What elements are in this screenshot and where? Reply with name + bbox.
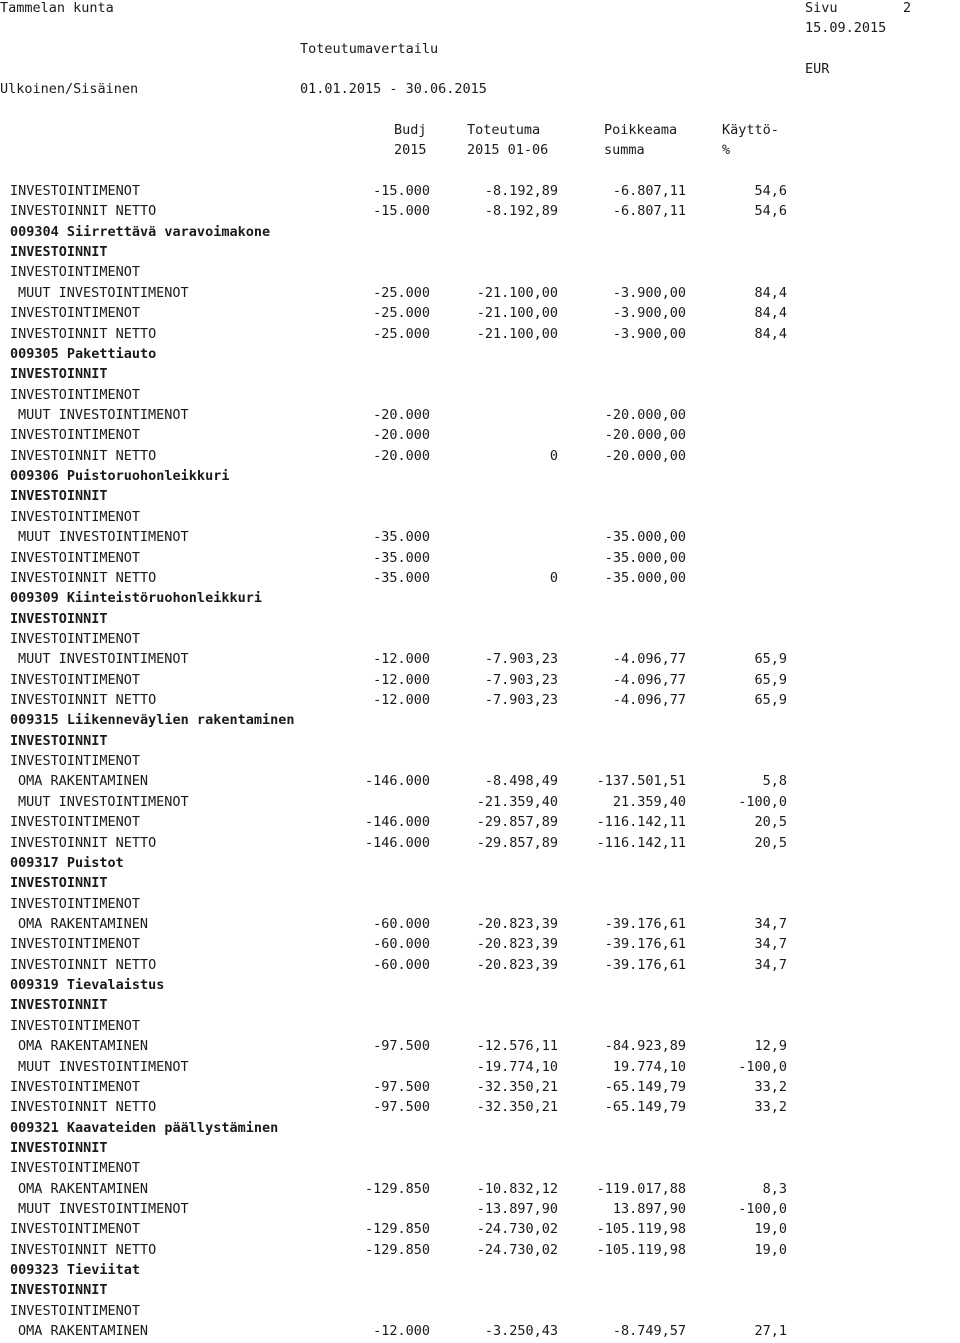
budj-value: -20.000 bbox=[373, 407, 430, 423]
budj-value: -97.500 bbox=[373, 1078, 430, 1095]
toteutuma-value: -20.823,39 bbox=[476, 956, 558, 973]
kaytto-value: 34,7 bbox=[754, 956, 787, 973]
toteutuma-value: -13.897,90 bbox=[476, 1201, 558, 1217]
table-row bbox=[0, 1282, 960, 1302]
table-row bbox=[0, 1303, 960, 1323]
toteutuma-value: -24.730,02 bbox=[476, 1241, 558, 1258]
kaytto-value: 20,5 bbox=[754, 814, 787, 831]
row-label: MUUT INVESTOINTIMENOT bbox=[18, 529, 189, 546]
row-label: INVESTOINTIMENOT bbox=[10, 508, 141, 525]
toteutuma-value: -21.359,40 bbox=[476, 793, 558, 810]
row-label: INVESTOINNIT bbox=[10, 488, 108, 505]
poikkeama-value: -105.119,98 bbox=[596, 1221, 686, 1238]
row-label: INVESTOINNIT bbox=[10, 1282, 108, 1299]
toteutuma-value: -8.192,89 bbox=[484, 203, 558, 220]
table-row bbox=[0, 916, 960, 936]
row-label: 009315 Liikenneväylien rakentaminen bbox=[10, 712, 295, 729]
table-row bbox=[0, 651, 960, 671]
poikkeama-value: -20.000,00 bbox=[604, 427, 686, 444]
table-row bbox=[0, 977, 960, 997]
kaytto-value: 34,7 bbox=[754, 916, 787, 932]
poikkeama-value: -84.923,89 bbox=[604, 1038, 686, 1055]
row-label: INVESTOINNIT NETTO bbox=[10, 834, 157, 851]
poikkeama-value: 19.774,10 bbox=[612, 1058, 686, 1075]
table-row bbox=[0, 550, 960, 570]
kaytto-value: 5,8 bbox=[762, 773, 787, 790]
table-row bbox=[0, 1079, 960, 1099]
row-label: OMA RAKENTAMINEN bbox=[18, 1323, 149, 1340]
table-row bbox=[0, 1242, 960, 1262]
page-label: Sivu bbox=[805, 0, 838, 16]
kaytto-value: 84,4 bbox=[754, 305, 787, 322]
col-budj-header-1: Budj bbox=[394, 122, 427, 138]
budj-value: -146.000 bbox=[364, 834, 430, 851]
table-row bbox=[0, 407, 960, 427]
col-toteutuma-header-2: 2015 01-06 bbox=[467, 142, 549, 158]
table-row bbox=[0, 326, 960, 346]
kaytto-value: 65,9 bbox=[754, 651, 787, 668]
toteutuma-value: -24.730,02 bbox=[476, 1221, 558, 1238]
table-row bbox=[0, 1038, 960, 1058]
row-label: INVESTOINNIT bbox=[10, 875, 108, 892]
table-row bbox=[0, 264, 960, 284]
row-label: INVESTOINNIT NETTO bbox=[10, 692, 157, 708]
table-row bbox=[0, 1201, 960, 1221]
table-row bbox=[0, 183, 960, 203]
col-budj-header-2: 2015 bbox=[394, 142, 427, 158]
poikkeama-value: -8.749,57 bbox=[612, 1323, 686, 1340]
toteutuma-value: -7.903,23 bbox=[484, 671, 558, 688]
col-kaytto-header-2: % bbox=[722, 142, 731, 158]
poikkeama-value: -3.900,00 bbox=[612, 284, 686, 301]
table-row bbox=[0, 692, 960, 712]
poikkeama-value: -6.807,11 bbox=[612, 203, 686, 220]
kaytto-value: -100,0 bbox=[738, 793, 787, 810]
table-row bbox=[0, 305, 960, 325]
row-label: MUUT INVESTOINTIMENOT bbox=[18, 407, 189, 423]
budj-value: -35.000 bbox=[373, 529, 430, 546]
kaytto-value: 27,1 bbox=[754, 1323, 787, 1340]
scope: Ulkoinen/Sisäinen bbox=[0, 81, 139, 97]
table-row bbox=[0, 346, 960, 366]
table-row bbox=[0, 1262, 960, 1282]
row-label: INVESTOINNIT NETTO bbox=[10, 1099, 157, 1116]
poikkeama-value: -35.000,00 bbox=[604, 529, 686, 546]
poikkeama-value: -20.000,00 bbox=[604, 447, 686, 464]
row-label: INVESTOINNIT bbox=[10, 244, 108, 261]
budj-value: -20.000 bbox=[373, 447, 430, 464]
table-row bbox=[0, 1099, 960, 1119]
toteutuma-value: -32.350,21 bbox=[476, 1099, 558, 1116]
row-label: OMA RAKENTAMINEN bbox=[18, 1180, 149, 1197]
row-label: 009323 Tieviitat bbox=[10, 1262, 141, 1279]
row-label: INVESTOINTIMENOT bbox=[10, 1302, 141, 1319]
page-number: 2 bbox=[903, 0, 912, 16]
kaytto-value: 8,3 bbox=[762, 1180, 787, 1197]
poikkeama-value: -6.807,11 bbox=[612, 183, 686, 199]
poikkeama-value: -20.000,00 bbox=[604, 407, 686, 423]
row-label: OMA RAKENTAMINEN bbox=[18, 773, 149, 790]
report-date: 15.09.2015 bbox=[805, 20, 887, 36]
toteutuma-value: -19.774,10 bbox=[476, 1058, 558, 1075]
kaytto-value: 19,0 bbox=[754, 1241, 787, 1258]
poikkeama-value: -39.176,61 bbox=[604, 936, 686, 953]
row-label: 009317 Puistot bbox=[10, 854, 124, 871]
budj-value: -35.000 bbox=[373, 569, 430, 586]
kaytto-value: 33,2 bbox=[754, 1078, 787, 1095]
poikkeama-value: 13.897,90 bbox=[612, 1201, 686, 1217]
budj-value: -60.000 bbox=[373, 936, 430, 953]
toteutuma-value: -20.823,39 bbox=[476, 916, 558, 932]
table-row bbox=[0, 1018, 960, 1038]
row-label: MUUT INVESTOINTIMENOT bbox=[18, 1058, 189, 1075]
poikkeama-value: -35.000,00 bbox=[604, 569, 686, 586]
table-row bbox=[0, 611, 960, 631]
table-row bbox=[0, 590, 960, 610]
table-row bbox=[0, 814, 960, 834]
toteutuma-value: -21.100,00 bbox=[476, 284, 558, 301]
table-row bbox=[0, 773, 960, 793]
toteutuma-value: 0 bbox=[549, 569, 558, 586]
row-label: INVESTOINTIMENOT bbox=[10, 895, 141, 912]
table-row bbox=[0, 855, 960, 875]
poikkeama-value: -4.096,77 bbox=[612, 651, 686, 668]
col-toteutuma-header-1: Toteutuma bbox=[467, 122, 541, 138]
budj-value: -12.000 bbox=[373, 671, 430, 688]
row-label: INVESTOINTIMENOT bbox=[10, 1078, 141, 1095]
table-row bbox=[0, 203, 960, 223]
budj-value: -129.850 bbox=[364, 1241, 430, 1258]
row-label: INVESTOINTIMENOT bbox=[10, 264, 141, 281]
table-row bbox=[0, 1181, 960, 1201]
budj-value: -12.000 bbox=[373, 1323, 430, 1340]
row-label: INVESTOINTIMENOT bbox=[10, 305, 141, 322]
toteutuma-value: -20.823,39 bbox=[476, 936, 558, 953]
table-row bbox=[0, 1059, 960, 1079]
table-row bbox=[0, 285, 960, 305]
kaytto-value: 33,2 bbox=[754, 1099, 787, 1116]
row-label: INVESTOINNIT bbox=[10, 610, 108, 627]
poikkeama-value: -3.900,00 bbox=[612, 305, 686, 322]
budj-value: -12.000 bbox=[373, 651, 430, 668]
toteutuma-value: -8.498,49 bbox=[484, 773, 558, 790]
kaytto-value: 20,5 bbox=[754, 834, 787, 851]
toteutuma-value: -10.832,12 bbox=[476, 1180, 558, 1197]
kaytto-value: 54,6 bbox=[754, 183, 787, 199]
currency: EUR bbox=[805, 61, 830, 77]
toteutuma-value: -8.192,89 bbox=[484, 183, 558, 199]
row-label: OMA RAKENTAMINEN bbox=[18, 1038, 149, 1055]
row-label: 009306 Puistoruohonleikkuri bbox=[10, 468, 230, 484]
budj-value: -15.000 bbox=[373, 183, 430, 199]
budj-value: -129.850 bbox=[364, 1221, 430, 1238]
table-row bbox=[0, 733, 960, 753]
row-label: INVESTOINNIT bbox=[10, 366, 108, 383]
budj-value: -12.000 bbox=[373, 692, 430, 708]
table-row bbox=[0, 712, 960, 732]
table-row bbox=[0, 753, 960, 773]
kaytto-value: 54,6 bbox=[754, 203, 787, 220]
row-label: MUUT INVESTOINTIMENOT bbox=[18, 651, 189, 668]
kaytto-value: -100,0 bbox=[738, 1201, 787, 1217]
budj-value: -97.500 bbox=[373, 1038, 430, 1055]
kaytto-value: 34,7 bbox=[754, 936, 787, 953]
kaytto-value: 65,9 bbox=[754, 692, 787, 708]
toteutuma-value: -7.903,23 bbox=[484, 651, 558, 668]
kaytto-value: 84,4 bbox=[754, 284, 787, 301]
row-label: INVESTOINTIMENOT bbox=[10, 183, 141, 199]
row-label: 009305 Pakettiauto bbox=[10, 345, 157, 362]
kaytto-value: 12,9 bbox=[754, 1038, 787, 1055]
budj-value: -60.000 bbox=[373, 916, 430, 932]
report-title: Toteutumavertailu bbox=[300, 41, 439, 57]
table-row bbox=[0, 631, 960, 651]
toteutuma-value: -7.903,23 bbox=[484, 692, 558, 708]
row-label: INVESTOINTIMENOT bbox=[10, 1017, 141, 1034]
table-row bbox=[0, 448, 960, 468]
table-row bbox=[0, 1323, 960, 1343]
toteutuma-value: 0 bbox=[549, 447, 558, 464]
poikkeama-value: -65.149,79 bbox=[604, 1099, 686, 1116]
row-label: INVESTOINTIMENOT bbox=[10, 814, 141, 831]
kaytto-value: 84,4 bbox=[754, 325, 787, 342]
row-label: 009309 Kiinteistöruohonleikkuri bbox=[10, 590, 262, 607]
table-row bbox=[0, 570, 960, 590]
table-row bbox=[0, 936, 960, 956]
row-label: INVESTOINNIT NETTO bbox=[10, 569, 157, 586]
row-label: INVESTOINTIMENOT bbox=[10, 1221, 141, 1238]
toteutuma-value: -3.250,43 bbox=[484, 1323, 558, 1340]
table-row bbox=[0, 1160, 960, 1180]
row-label: INVESTOINNIT bbox=[10, 732, 108, 749]
budj-value: -60.000 bbox=[373, 956, 430, 973]
toteutuma-value: -21.100,00 bbox=[476, 305, 558, 322]
budj-value: -25.000 bbox=[373, 305, 430, 322]
kaytto-value: 19,0 bbox=[754, 1221, 787, 1238]
budj-value: -15.000 bbox=[373, 203, 430, 220]
row-label: MUUT INVESTOINTIMENOT bbox=[18, 284, 189, 301]
table-row bbox=[0, 366, 960, 386]
budj-value: -146.000 bbox=[364, 814, 430, 831]
row-label: 009321 Kaavateiden päällystäminen bbox=[10, 1119, 279, 1136]
kaytto-value: 65,9 bbox=[754, 671, 787, 688]
budj-value: -97.500 bbox=[373, 1099, 430, 1116]
budj-value: -20.000 bbox=[373, 427, 430, 444]
toteutuma-value: -29.857,89 bbox=[476, 834, 558, 851]
toteutuma-value: -29.857,89 bbox=[476, 814, 558, 831]
row-label: MUUT INVESTOINTIMENOT bbox=[18, 1201, 189, 1217]
row-label: INVESTOINTIMENOT bbox=[10, 386, 141, 403]
toteutuma-value: -32.350,21 bbox=[476, 1078, 558, 1095]
poikkeama-value: -119.017,88 bbox=[596, 1180, 686, 1197]
poikkeama-value: -39.176,61 bbox=[604, 956, 686, 973]
row-label: INVESTOINTIMENOT bbox=[10, 753, 141, 770]
table-row bbox=[0, 244, 960, 264]
table-row bbox=[0, 875, 960, 895]
table-row bbox=[0, 1120, 960, 1140]
poikkeama-value: -39.176,61 bbox=[604, 916, 686, 932]
toteutuma-value: -12.576,11 bbox=[476, 1038, 558, 1055]
table-row bbox=[0, 488, 960, 508]
table-row bbox=[0, 529, 960, 549]
row-label: INVESTOINNIT NETTO bbox=[10, 203, 157, 220]
poikkeama-value: -137.501,51 bbox=[596, 773, 686, 790]
row-label: 009304 Siirrettävä varavoimakone bbox=[10, 223, 271, 240]
row-label: INVESTOINNIT bbox=[10, 997, 108, 1014]
row-label: INVESTOINNIT NETTO bbox=[10, 325, 157, 342]
row-label: INVESTOINNIT NETTO bbox=[10, 1241, 157, 1258]
budj-value: -35.000 bbox=[373, 549, 430, 566]
row-label: INVESTOINTIMENOT bbox=[10, 549, 141, 566]
row-label: INVESTOINNIT NETTO bbox=[10, 956, 157, 973]
table-row bbox=[0, 672, 960, 692]
table-row bbox=[0, 468, 960, 488]
poikkeama-value: -3.900,00 bbox=[612, 325, 686, 342]
poikkeama-value: 21.359,40 bbox=[612, 793, 686, 810]
col-kaytto-header-1: Käyttö- bbox=[722, 122, 779, 138]
row-label: INVESTOINTIMENOT bbox=[10, 1160, 141, 1177]
poikkeama-value: -105.119,98 bbox=[596, 1241, 686, 1258]
row-label: INVESTOINTIMENOT bbox=[10, 936, 141, 953]
table-row bbox=[0, 1140, 960, 1160]
table-row bbox=[0, 387, 960, 407]
row-label: 009319 Tievalaistus bbox=[10, 977, 165, 993]
row-label: INVESTOINTIMENOT bbox=[10, 427, 141, 444]
poikkeama-value: -4.096,77 bbox=[612, 671, 686, 688]
budj-value: -25.000 bbox=[373, 325, 430, 342]
table-row bbox=[0, 957, 960, 977]
poikkeama-value: -35.000,00 bbox=[604, 549, 686, 566]
report-period: 01.01.2015 - 30.06.2015 bbox=[300, 81, 487, 97]
row-label: OMA RAKENTAMINEN bbox=[18, 916, 149, 932]
table-row bbox=[0, 896, 960, 916]
org-name: Tammelan kunta bbox=[0, 0, 114, 16]
poikkeama-value: -4.096,77 bbox=[612, 692, 686, 708]
row-label: MUUT INVESTOINTIMENOT bbox=[18, 793, 189, 810]
poikkeama-value: -65.149,79 bbox=[604, 1078, 686, 1095]
table-row bbox=[0, 224, 960, 244]
col-poikkeama-header-1: Poikkeama bbox=[604, 122, 678, 138]
budj-value: -129.850 bbox=[364, 1180, 430, 1197]
poikkeama-value: -116.142,11 bbox=[596, 814, 686, 831]
col-poikkeama-header-2: summa bbox=[604, 142, 645, 158]
toteutuma-value: -21.100,00 bbox=[476, 325, 558, 342]
row-label: INVESTOINNIT NETTO bbox=[10, 447, 157, 464]
table-row bbox=[0, 997, 960, 1017]
table-row bbox=[0, 835, 960, 855]
table-row bbox=[0, 794, 960, 814]
row-label: INVESTOINNIT bbox=[10, 1139, 108, 1156]
row-label: INVESTOINTIMENOT bbox=[10, 671, 141, 688]
table-row bbox=[0, 1221, 960, 1241]
row-label: INVESTOINTIMENOT bbox=[10, 630, 141, 647]
budj-value: -146.000 bbox=[364, 773, 430, 790]
poikkeama-value: -116.142,11 bbox=[596, 834, 686, 851]
table-row bbox=[0, 509, 960, 529]
table-row bbox=[0, 427, 960, 447]
budj-value: -25.000 bbox=[373, 284, 430, 301]
kaytto-value: -100,0 bbox=[738, 1058, 787, 1075]
